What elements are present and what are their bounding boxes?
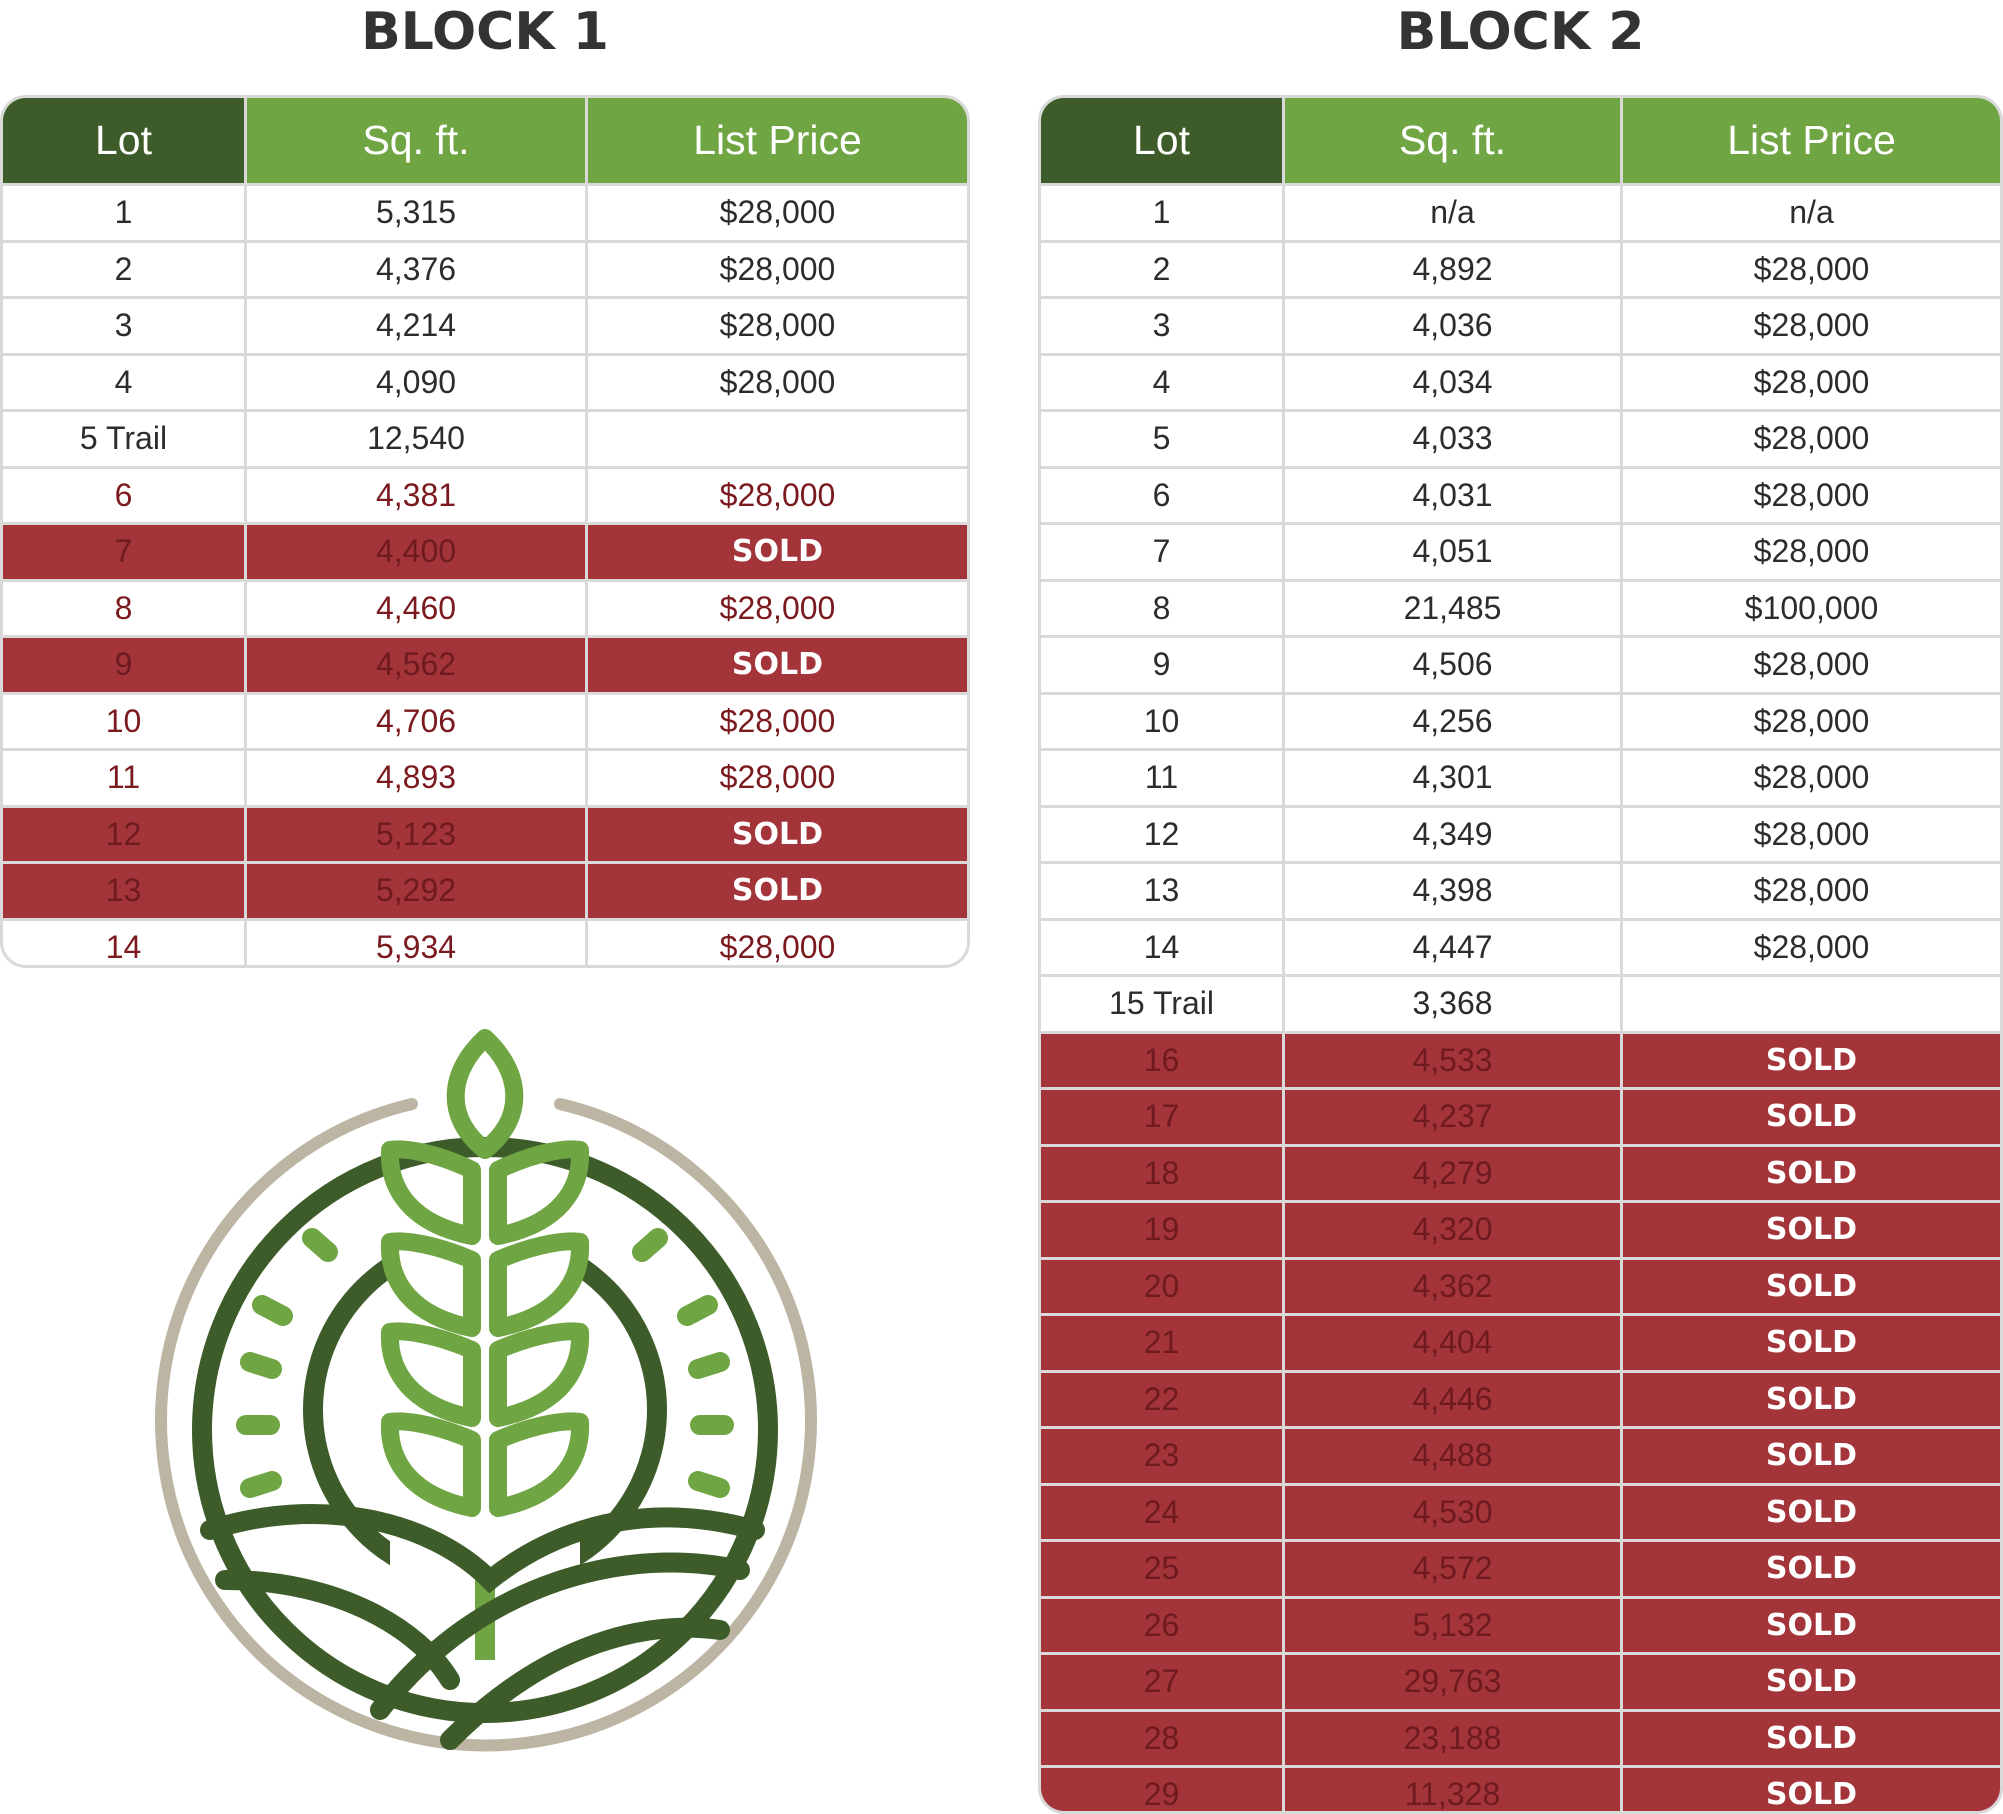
list-price-cell: $28,000 — [1620, 695, 2000, 749]
table-row — [3, 635, 967, 692]
sqft-cell: 4,051 — [1282, 525, 1620, 579]
list-price-cell: SOLD — [1620, 1429, 2000, 1483]
lot-cell: 26 — [1143, 1606, 1180, 1643]
table-row — [3, 692, 967, 749]
table-row — [1041, 1087, 2000, 1144]
lot-cell: 12 — [1143, 815, 1180, 852]
sqft-cell: 4,256 — [1282, 695, 1620, 749]
table-row — [1041, 1370, 2000, 1427]
sqft-cell: 4,349 — [1282, 808, 1620, 862]
list-price-cell: $28,000 — [1620, 751, 2000, 805]
table-body — [3, 183, 967, 968]
lot-cell: 7 — [1152, 533, 1171, 570]
sqft-cell: 4,031 — [1282, 469, 1620, 523]
lot-cell: 21 — [1143, 1324, 1180, 1361]
lot-cell: 10 — [1143, 702, 1180, 739]
table-row — [3, 918, 967, 969]
list-price-cell: $28,000 — [1620, 864, 2000, 918]
column-header-sqft: Sq. ft. — [1282, 98, 1620, 183]
list-price-cell: SOLD — [585, 808, 967, 862]
table-row — [3, 240, 967, 297]
sqft-cell: 11,328 — [1282, 1768, 1620, 1814]
list-price-cell: SOLD — [1620, 1655, 2000, 1709]
sqft-cell: 4,237 — [1282, 1090, 1620, 1144]
table-row — [3, 748, 967, 805]
sqft-cell: 4,301 — [1282, 751, 1620, 805]
lot-cell: 27 — [1143, 1663, 1180, 1700]
list-price-cell: $28,000 — [585, 299, 967, 353]
list-price-cell: SOLD — [1620, 1147, 2000, 1201]
table-row — [1041, 805, 2000, 862]
lot-cell: 1 — [1152, 194, 1171, 231]
list-price-cell — [585, 412, 967, 466]
table-row — [1041, 861, 2000, 918]
lot-cell: 15 Trail — [1109, 985, 1214, 1022]
list-price-cell: SOLD — [1620, 1768, 2000, 1814]
block-1-lot-table — [0, 95, 970, 968]
table-row — [3, 409, 967, 466]
block-1-title: BLOCK 1 — [361, 2, 609, 62]
lot-cell: 16 — [1143, 1041, 1180, 1078]
lot-cell: 3 — [1152, 307, 1171, 344]
list-price-cell: $28,000 — [1620, 412, 2000, 466]
sqft-cell: 12,540 — [244, 412, 585, 466]
list-price-cell: SOLD — [1620, 1090, 2000, 1144]
sqft-cell: 4,214 — [244, 299, 585, 353]
list-price-cell: $28,000 — [1620, 469, 2000, 523]
lot-cell: 11 — [1144, 759, 1179, 796]
column-header-list-price: List Price — [1620, 98, 2000, 183]
list-price-cell — [1620, 977, 2000, 1031]
lot-cell: 10 — [105, 702, 142, 739]
table-row — [1041, 1031, 2000, 1088]
lot-cell: 9 — [1152, 646, 1171, 683]
table-row — [1041, 918, 2000, 975]
lot-cell: 8 — [1152, 589, 1171, 626]
list-price-cell: SOLD — [1620, 1316, 2000, 1370]
lot-cell: 9 — [114, 646, 133, 683]
lot-cell: 19 — [1143, 1211, 1180, 1248]
sqft-cell: 4,362 — [1282, 1260, 1620, 1314]
table-row — [1041, 748, 2000, 805]
sqft-cell: 4,090 — [244, 356, 585, 410]
column-header-lot: Lot — [3, 98, 244, 183]
lot-cell: 17 — [1143, 1098, 1180, 1135]
sqft-cell: 29,763 — [1282, 1655, 1620, 1709]
list-price-cell: $100,000 — [1620, 582, 2000, 636]
list-price-cell: SOLD — [1620, 1712, 2000, 1766]
lot-cell: 13 — [1143, 872, 1180, 909]
list-price-cell: $28,000 — [585, 186, 967, 240]
table-row — [1041, 1709, 2000, 1766]
sqft-cell: n/a — [1282, 186, 1620, 240]
table-row — [3, 805, 967, 862]
list-price-cell: $28,000 — [1620, 921, 2000, 975]
block-2-title: BLOCK 2 — [1396, 2, 1645, 62]
lot-cell: 5 Trail — [79, 420, 168, 457]
table-row — [3, 579, 967, 636]
list-price-cell: $28,000 — [585, 356, 967, 410]
list-price-cell: $28,000 — [585, 695, 967, 749]
list-price-cell: SOLD — [585, 864, 967, 918]
list-price-cell: $28,000 — [1620, 243, 2000, 297]
sqft-cell: 5,292 — [244, 864, 585, 918]
list-price-cell: SOLD — [1620, 1542, 2000, 1596]
sqft-cell: 4,376 — [244, 243, 585, 297]
table-row — [1041, 296, 2000, 353]
table-header — [1041, 98, 2000, 183]
lot-cell: 18 — [1143, 1154, 1180, 1191]
table-row — [1041, 1257, 2000, 1314]
sqft-cell: 4,279 — [1282, 1147, 1620, 1201]
sqft-cell: 4,562 — [244, 638, 585, 692]
sqft-cell: 4,893 — [244, 751, 585, 805]
lot-cell: 13 — [105, 872, 142, 909]
list-price-cell: $28,000 — [585, 582, 967, 636]
sqft-cell: 4,034 — [1282, 356, 1620, 410]
table-row — [3, 861, 967, 918]
sqft-cell: 4,381 — [244, 469, 585, 523]
column-header-lot: Lot — [1041, 98, 1282, 183]
sqft-cell: 5,132 — [1282, 1599, 1620, 1653]
lot-cell: 29 — [1143, 1776, 1180, 1813]
table-row — [1041, 1483, 2000, 1540]
sqft-cell: 4,488 — [1282, 1429, 1620, 1483]
sqft-cell: 4,706 — [244, 695, 585, 749]
lot-cell: 12 — [105, 815, 142, 852]
table-row — [1041, 522, 2000, 579]
lot-cell: 2 — [114, 250, 133, 287]
lot-cell: 25 — [1143, 1550, 1180, 1587]
sqft-cell: 4,572 — [1282, 1542, 1620, 1596]
list-price-cell: $28,000 — [585, 469, 967, 523]
list-price-cell: SOLD — [585, 638, 967, 692]
table-row — [3, 466, 967, 523]
list-price-cell: SOLD — [1620, 1260, 2000, 1314]
table-row — [1041, 692, 2000, 749]
list-price-cell: SOLD — [1620, 1599, 2000, 1653]
table-row — [1041, 579, 2000, 636]
sqft-cell: 4,460 — [244, 582, 585, 636]
sqft-cell: 4,506 — [1282, 638, 1620, 692]
table-row — [1041, 1144, 2000, 1201]
table-row — [1041, 1765, 2000, 1814]
lot-cell: 28 — [1143, 1719, 1180, 1756]
column-header-list-price: List Price — [585, 98, 967, 183]
lot-cell: 4 — [1152, 363, 1171, 400]
sqft-cell: 4,036 — [1282, 299, 1620, 353]
sqft-cell: 4,533 — [1282, 1034, 1620, 1088]
table-row — [1041, 1539, 2000, 1596]
list-price-cell: $28,000 — [1620, 638, 2000, 692]
table-row — [1041, 1596, 2000, 1653]
list-price-cell: $28,000 — [585, 243, 967, 297]
list-price-cell: n/a — [1620, 186, 2000, 240]
lot-cell: 14 — [1143, 928, 1180, 965]
sqft-cell: 4,404 — [1282, 1316, 1620, 1370]
wheat-field-sun-icon — [150, 1020, 820, 1760]
list-price-cell: $28,000 — [1620, 299, 2000, 353]
table-row — [1041, 409, 2000, 466]
sqft-cell: 5,123 — [244, 808, 585, 862]
sqft-cell: 23,188 — [1282, 1712, 1620, 1766]
list-price-cell: SOLD — [585, 525, 967, 579]
list-price-cell: $28,000 — [585, 751, 967, 805]
table-body — [1041, 183, 2000, 1814]
table-row — [1041, 183, 2000, 240]
sqft-cell: 4,320 — [1282, 1203, 1620, 1257]
table-row — [1041, 635, 2000, 692]
sqft-cell: 21,485 — [1282, 582, 1620, 636]
lot-cell: 1 — [114, 194, 133, 231]
block-2-lot-table — [1038, 95, 2003, 1814]
sqft-cell: 4,446 — [1282, 1373, 1620, 1427]
lot-cell: 5 — [1152, 420, 1171, 457]
list-price-cell: SOLD — [1620, 1486, 2000, 1540]
table-row — [3, 296, 967, 353]
lot-cell: 2 — [1152, 250, 1171, 287]
list-price-cell: $28,000 — [585, 921, 967, 969]
table-row — [1041, 466, 2000, 523]
lot-cell: 4 — [114, 363, 133, 400]
table-row — [3, 183, 967, 240]
sqft-cell: 4,033 — [1282, 412, 1620, 466]
lot-cell: 7 — [114, 533, 133, 570]
table-row — [1041, 1313, 2000, 1370]
lot-cell: 8 — [114, 589, 133, 626]
sqft-cell: 4,400 — [244, 525, 585, 579]
list-price-cell: SOLD — [1620, 1034, 2000, 1088]
lot-cell: 14 — [105, 928, 142, 965]
list-price-cell: $28,000 — [1620, 525, 2000, 579]
table-header — [3, 98, 967, 183]
list-price-cell: $28,000 — [1620, 808, 2000, 862]
sqft-cell: 5,934 — [244, 921, 585, 969]
sqft-cell: 4,447 — [1282, 921, 1620, 975]
column-header-sqft: Sq. ft. — [244, 98, 585, 183]
lot-cell: 20 — [1143, 1267, 1180, 1304]
lot-cell: 6 — [1152, 476, 1171, 513]
list-price-cell: $28,000 — [1620, 356, 2000, 410]
lot-cell: 23 — [1143, 1437, 1180, 1474]
table-row — [3, 353, 967, 410]
lot-cell: 24 — [1143, 1493, 1180, 1530]
lot-cell: 22 — [1143, 1380, 1180, 1417]
sqft-cell: 4,530 — [1282, 1486, 1620, 1540]
table-row — [1041, 974, 2000, 1031]
table-row — [1041, 1426, 2000, 1483]
table-row — [1041, 1652, 2000, 1709]
sqft-cell: 4,398 — [1282, 864, 1620, 918]
sqft-cell: 3,368 — [1282, 977, 1620, 1031]
list-price-cell: SOLD — [1620, 1373, 2000, 1427]
sqft-cell: 4,892 — [1282, 243, 1620, 297]
lot-cell: 3 — [114, 307, 133, 344]
lot-cell: 6 — [114, 476, 133, 513]
table-row — [1041, 240, 2000, 297]
table-row — [3, 522, 967, 579]
table-row — [1041, 353, 2000, 410]
lot-cell: 11 — [106, 759, 141, 796]
table-row — [1041, 1200, 2000, 1257]
sqft-cell: 5,315 — [244, 186, 585, 240]
list-price-cell: SOLD — [1620, 1203, 2000, 1257]
